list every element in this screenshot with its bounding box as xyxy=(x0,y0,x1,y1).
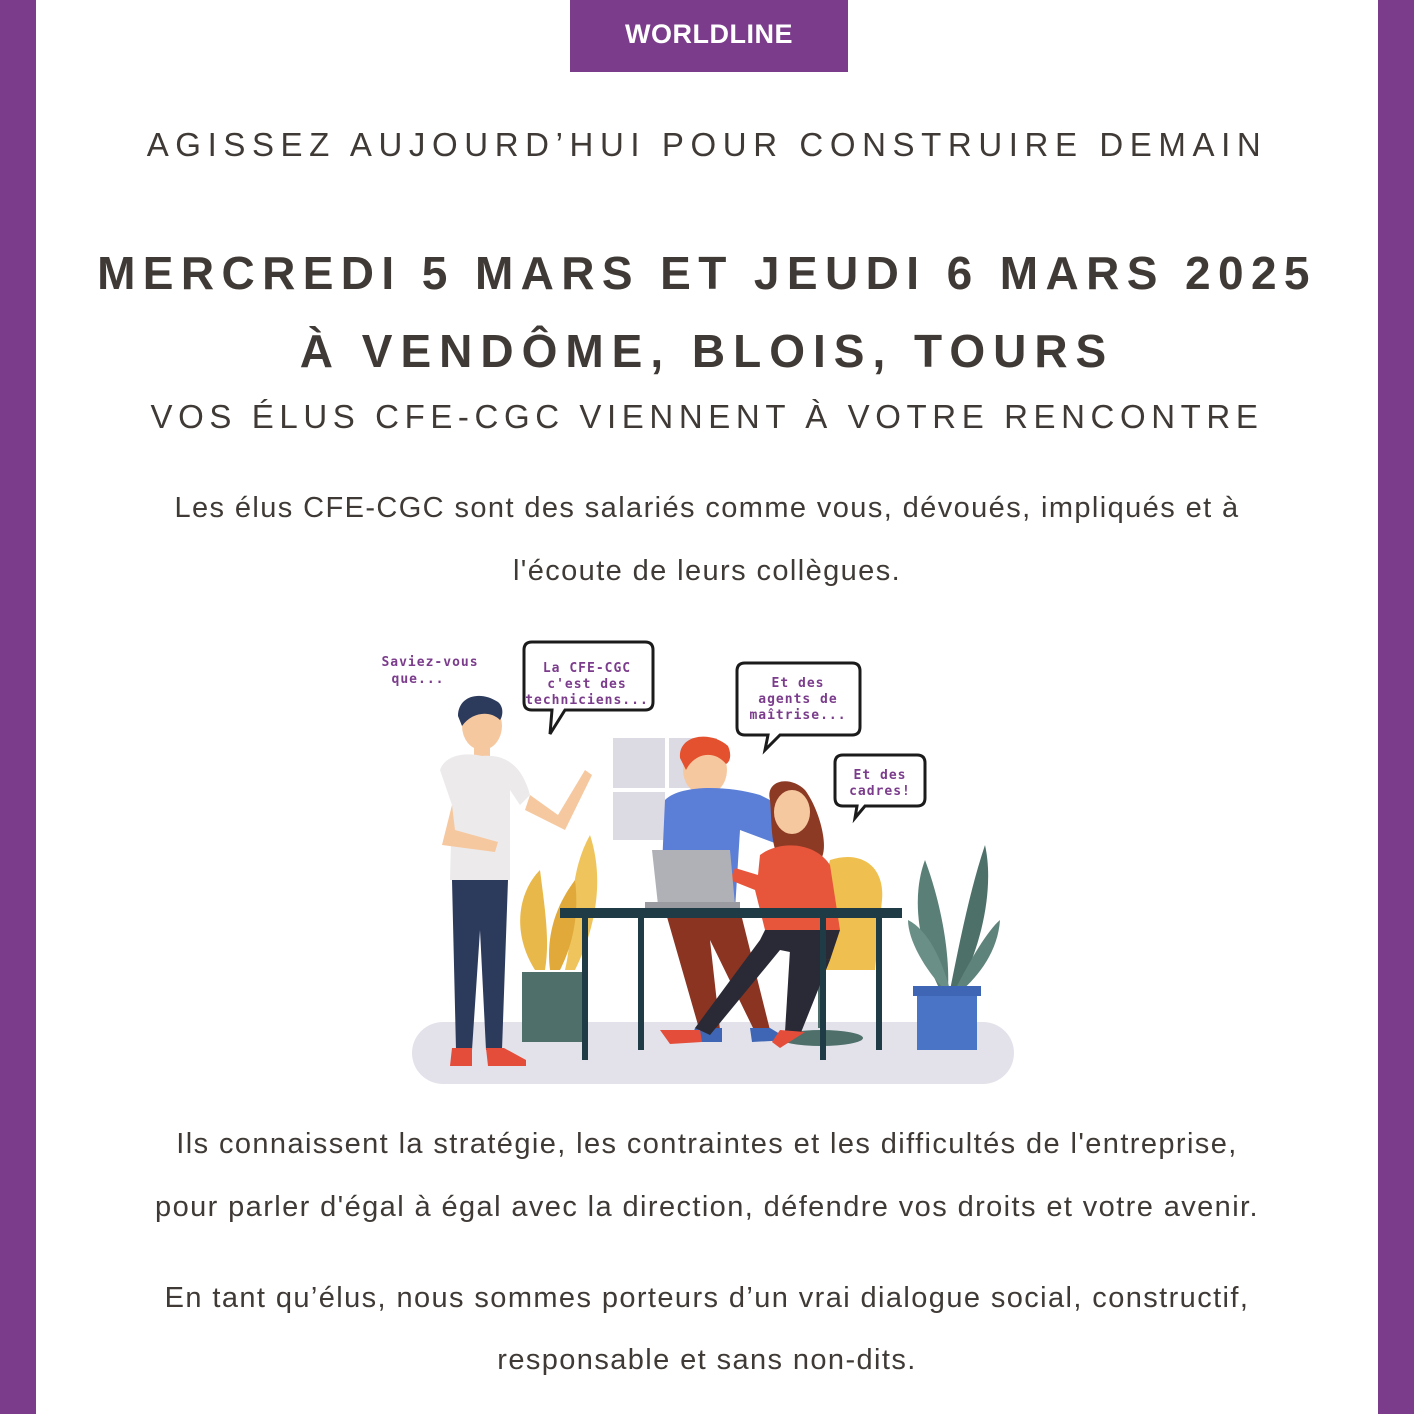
svg-text:techniciens...: techniciens... xyxy=(525,693,649,708)
svg-text:Et des: Et des xyxy=(771,676,825,691)
paragraph-2-line-1: Ils connaissent la stratégie, les contraintes et les difficultés de l'entreprise, xyxy=(176,1128,1238,1160)
illustration-caption-1-line-2: que... xyxy=(391,672,445,687)
event-date: MERCREDI 5 MARS ET JEUDI 6 MARS 2025 xyxy=(97,247,1317,299)
right-border xyxy=(1378,0,1414,1414)
tagline: AGISSEZ AUJOURD’HUI POUR CONSTRUIRE DEMAIN xyxy=(146,126,1268,163)
laptop-icon xyxy=(645,850,740,908)
svg-text:c'est des: c'est des xyxy=(547,677,627,692)
paragraph-3-line-1: En tant qu’élus, nous sommes porteurs d’un vrai dialogue social, constructif, xyxy=(164,1282,1250,1314)
paragraph-3-line-2: responsable et sans non-dits. xyxy=(497,1344,917,1376)
paragraph-1-line-1: Les élus CFE-CGC sont des salariés comme vous, dévoués, impliqués et à xyxy=(174,492,1240,524)
svg-text:La CFE-CGC: La CFE-CGC xyxy=(542,661,632,676)
speech-bubble-3 xyxy=(835,755,925,818)
svg-text:maîtrise...: maîtrise... xyxy=(749,708,847,723)
paragraph-2-line-2: pour parler d'égal à égal avec la direction, défendre vos droits et votre avenir. xyxy=(155,1191,1259,1223)
worldline-logo: WORLDLINE xyxy=(570,0,848,72)
illustration-caption-1-line-1: Saviez-vous xyxy=(381,655,479,670)
team-illustration xyxy=(360,630,1040,1100)
svg-text:Et des: Et des xyxy=(853,768,907,783)
paragraph-1-line-2: l'écoute de leurs collègues. xyxy=(512,555,902,587)
svg-text:agents de: agents de xyxy=(758,692,838,707)
left-border xyxy=(0,0,36,1414)
speech-bubble-2 xyxy=(737,663,860,750)
event-cities: À VENDÔME, BLOIS, TOURS xyxy=(299,325,1115,377)
speech-bubble-1 xyxy=(524,642,653,734)
invite-line: VOS ÉLUS CFE-CGC VIENNENT À VOTRE RENCONTRE xyxy=(150,398,1264,435)
right-plant-icon xyxy=(908,845,1000,1050)
svg-text:cadres!: cadres! xyxy=(849,784,911,799)
